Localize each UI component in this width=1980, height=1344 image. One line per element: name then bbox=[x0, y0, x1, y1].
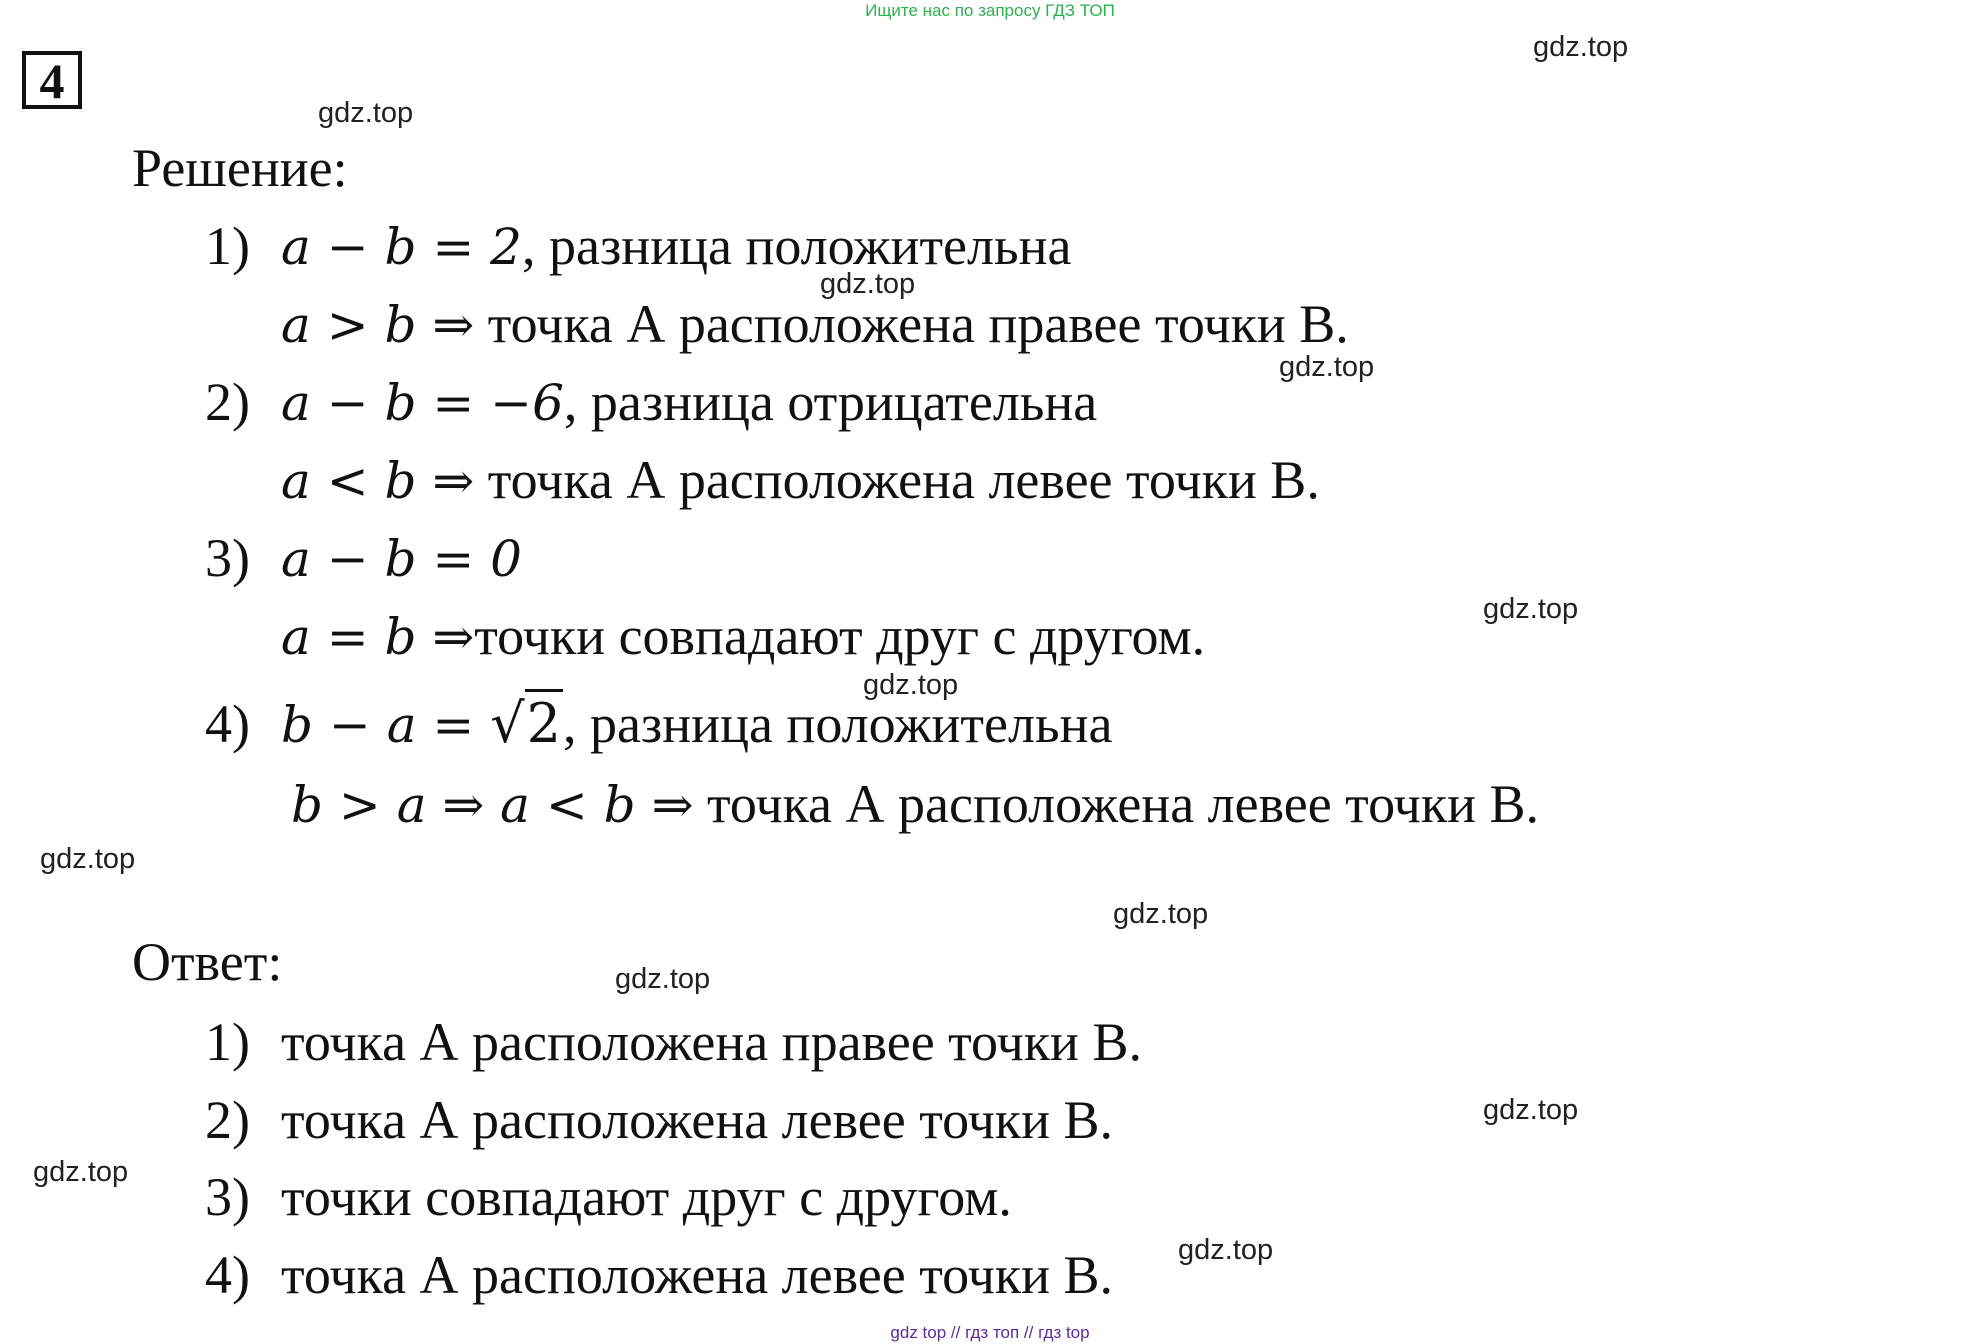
watermark: gdz.top bbox=[40, 843, 136, 875]
watermark: gdz.top bbox=[1483, 1094, 1579, 1126]
item-text: , разница положительна bbox=[562, 694, 1113, 754]
item-text: , разница положительна bbox=[522, 216, 1072, 276]
task-number-box: 4 bbox=[22, 51, 82, 109]
math-expression: a − b = 0 bbox=[281, 530, 522, 588]
solution-item-2 bbox=[205, 370, 1097, 435]
math-expression: a = b ⇒ bbox=[281, 608, 475, 666]
solution-conclusion-4 bbox=[291, 772, 1539, 837]
footer-links: gdz top // гдз топ // гдз top bbox=[890, 1323, 1090, 1342]
item-number: 2) bbox=[205, 1090, 250, 1150]
watermark: gdz.top bbox=[1533, 31, 1629, 63]
conclusion-text: точка А расположена левее точки В. bbox=[693, 774, 1539, 834]
answer-item-1 bbox=[205, 1010, 1142, 1074]
sqrt-radicand: 2 bbox=[525, 689, 563, 755]
watermark: gdz.top bbox=[863, 669, 959, 701]
math-expression: a − b = 2 bbox=[281, 218, 522, 276]
top-banner: Ищите нас по запросу ГДЗ ТОП bbox=[865, 1, 1115, 20]
math-expression: b − a = bbox=[281, 696, 491, 754]
solution-conclusion-2 bbox=[281, 448, 1320, 513]
item-text: точка А расположена правее точки В. bbox=[281, 1012, 1142, 1072]
solution-item-1 bbox=[205, 214, 1071, 279]
solution-item-4 bbox=[205, 692, 1112, 757]
answer-item-3 bbox=[205, 1165, 1012, 1229]
item-number: 4) bbox=[205, 1245, 250, 1305]
answer-heading: Ответ: bbox=[132, 932, 283, 992]
solution-item-3 bbox=[205, 526, 522, 591]
math-expression: b > a ⇒ a < b ⇒ bbox=[291, 776, 694, 834]
item-text: точка А расположена левее точки В. bbox=[281, 1090, 1114, 1150]
item-number: 2) bbox=[205, 372, 250, 432]
item-number: 1) bbox=[205, 216, 250, 276]
item-number: 3) bbox=[205, 528, 250, 588]
math-expression: a − b = −6 bbox=[281, 374, 564, 432]
item-number: 1) bbox=[205, 1012, 250, 1072]
conclusion-text: точки совпадают друг с другом. bbox=[474, 606, 1206, 666]
solution-heading: Решение: bbox=[132, 138, 348, 198]
watermark: gdz.top bbox=[1483, 593, 1579, 625]
answer-item-2 bbox=[205, 1088, 1113, 1152]
watermark: gdz.top bbox=[33, 1156, 129, 1188]
watermark: gdz.top bbox=[1113, 898, 1209, 930]
item-text: , разница отрицательна bbox=[563, 372, 1098, 432]
item-text: точка А расположена левее точки В. bbox=[281, 1245, 1114, 1305]
watermark: gdz.top bbox=[1178, 1234, 1274, 1266]
watermark: gdz.top bbox=[615, 963, 711, 995]
conclusion-text: точка А расположена правее точки В. bbox=[474, 294, 1349, 354]
answer-item-4 bbox=[205, 1243, 1113, 1307]
solution-conclusion-1 bbox=[281, 292, 1349, 357]
item-number: 3) bbox=[205, 1167, 250, 1227]
item-text: точки совпадают друг с другом. bbox=[281, 1167, 1012, 1227]
sqrt-symbol: √2 bbox=[490, 689, 563, 755]
solution-conclusion-3 bbox=[281, 604, 1205, 669]
math-expression: a > b ⇒ bbox=[281, 296, 475, 354]
math-expression: a < b ⇒ bbox=[281, 452, 475, 510]
watermark: gdz.top bbox=[318, 97, 414, 129]
conclusion-text: точка А расположена левее точки В. bbox=[474, 450, 1320, 510]
watermark: gdz.top bbox=[1279, 351, 1375, 383]
item-number: 4) bbox=[205, 694, 250, 754]
watermark: gdz.top bbox=[820, 268, 916, 300]
